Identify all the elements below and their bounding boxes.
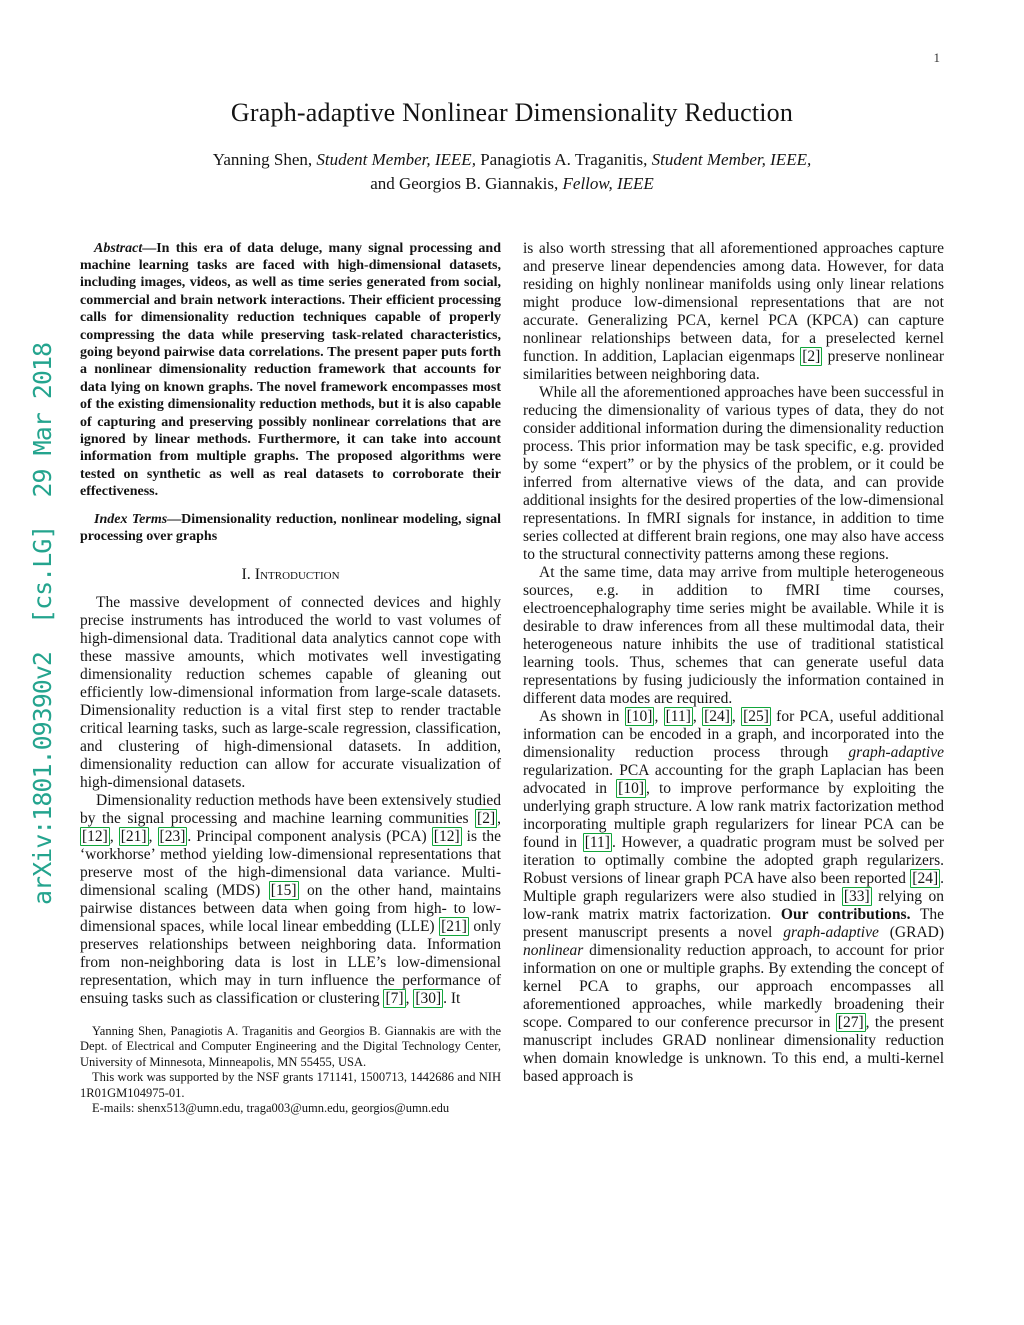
- text-segment: , to improve performance by exploiting the underlying graph structure. A low rank matrix factorization method incorporating multiple graph regularizers for linear PCA can be found in: [523, 779, 944, 851]
- citation-link[interactable]: [11]: [584, 833, 610, 851]
- citation-link[interactable]: [21]: [120, 827, 147, 845]
- citation-link[interactable]: [25]: [743, 707, 769, 725]
- text-segment: graph-adaptive: [848, 743, 944, 761]
- citation-link[interactable]: [2]: [477, 809, 496, 827]
- arxiv-stamp: arXiv:1801.09390v2 [cs.LG] 29 Mar 2018: [28, 342, 57, 905]
- text-segment: ,: [148, 827, 158, 845]
- citation-link[interactable]: [24]: [912, 869, 939, 887]
- text-segment: Panagiotis A. Traganitis,: [475, 150, 652, 169]
- citation-link[interactable]: [33]: [843, 887, 870, 905]
- text-segment: is the ‘workhorse’ method yielding low-dimensional representations that preserve most of the high-dimensional data variance. Multi-dimensional scaling (MDS): [80, 827, 502, 899]
- footnote-emails: E-mails: shenx513@umn.edu, traga003@umn.edu, georgios@umn.edu: [92, 1101, 450, 1115]
- right-paragraph-1: [523, 240, 944, 384]
- intro-paragraph-1: The massive development of connected devices and highly precise instruments has introduced the world to vast volumes of high-dimensional data. Traditional data analytics cannot cope with these massive amounts, which motivates well investigating dimensionality reduction schemes capable of gleaning out efficiently low-dimensional information from large-scale datasets. Dimensionality reduction is a vital first step to render tractable critical learning tasks, such as large-scale regression, classification, and clustering of high-dimensional datasets. In addition, dimensionality reduction can allow for accurate visualization of high-dimensional datasets.: [80, 593, 501, 791]
- text-segment: Student Member, IEEE,: [316, 150, 476, 169]
- text-segment: nonlinear: [523, 941, 584, 959]
- author-line-2: [0, 172, 1024, 196]
- text-segment: (GRAD): [878, 923, 944, 941]
- page-number: 1: [933, 50, 940, 65]
- text-segment: regularization. PCA accounting for the graph Laplacian has been advocated in: [523, 761, 944, 797]
- author-block: [0, 148, 1024, 196]
- two-column-body: [0, 240, 1024, 1117]
- text-segment: dimensionality reduction approach, to account for prior information on one or multiple graphs. By extending the concept of kernel PCA to graphs, our approach encompasses all aforementioned approaches, while markedly broadening their scope. Compared to our conference precursor in: [523, 941, 944, 1031]
- text-segment: ,: [405, 989, 414, 1007]
- index-terms-text: —Dimensionality reduction, nonlinear modeling, signal processing over graphs: [80, 511, 501, 545]
- text-segment: . It: [443, 989, 461, 1007]
- right-paragraph-3: At the same time, data may arrive from multiple heterogeneous sources, e.g. in addition to fMRI time courses, electroencephalography time series might be available. While it is desirable to draw inferences from all these multimodal data, their heterogeneous nature inhibits the use of traditional statistical learning tools. Thus, schemes that can generate useful data representations by fusing judiciously the information contained in different data modes are required.: [523, 563, 944, 707]
- text-segment: ,: [109, 827, 119, 845]
- intro-paragraph-2: [80, 792, 501, 1008]
- abstract-paragraph: [80, 240, 501, 501]
- paper-title: Graph-adaptive Nonlinear Dimensionality Reduction: [230, 98, 794, 127]
- text-segment: Dimensionality reduction methods have been extensively studied by the signal processing and machine learning communities: [80, 791, 501, 827]
- text-segment: relying on low-rank matrix matrix factorization.: [523, 887, 944, 923]
- citation-link[interactable]: [2]: [802, 347, 821, 365]
- text-segment: Our contributions.: [780, 905, 911, 923]
- citation-link[interactable]: [12]: [82, 827, 108, 845]
- citation-link[interactable]: [10]: [626, 707, 653, 725]
- text-segment: on the other hand, maintains pairwise distances between data when going from high- to low-dimensional spaces, while local linear embedding (LLE): [80, 881, 502, 935]
- citation-link[interactable]: [10]: [618, 779, 644, 797]
- citation-link[interactable]: [15]: [270, 881, 297, 899]
- left-column: [80, 240, 501, 1117]
- citation-link[interactable]: [27]: [837, 1013, 864, 1031]
- footnote-affiliation: Yanning Shen, Panagiotis A. Traganitis and Georgios B. Giannakis are with the Dept. of Electrical and Computer Engineering and the Digital Technology Center, University of Minnesota, Minneapolis, MN 55455, USA.: [80, 1023, 501, 1069]
- citation-link[interactable]: [30]: [415, 989, 442, 1007]
- text-segment: . Multiple graph regularizers were also studied in: [523, 869, 944, 905]
- text-segment: ,: [497, 809, 501, 827]
- text-segment: Yanning Shen,: [212, 150, 317, 169]
- text-segment: The present manuscript presents a novel: [523, 905, 944, 941]
- text-segment: for PCA, useful additional information can be encoded in a graph, and incorporated into the dimensionality reduction process through: [523, 707, 945, 761]
- text-segment: As shown in: [539, 707, 625, 725]
- text-segment: ,: [654, 707, 664, 725]
- text-segment: Fellow, IEEE: [562, 173, 654, 193]
- paper-header: [0, 0, 1024, 196]
- right-column: [523, 240, 944, 1117]
- right-paragraph-4: [523, 708, 944, 1086]
- index-terms-paragraph: [80, 511, 501, 546]
- text-segment: , the present manuscript includes GRAD nonlinear dimensionality reduction when domain knowledge is unknown. To this end, a multi-kernel based approach is: [523, 1013, 944, 1085]
- abstract-text: —In this era of data deluge, many signal processing and machine learning tasks are faced with high-dimensional datasets, including images, videos, as well as time series generated from social, commercial and brain network interactions. Their efficient processing calls for dimensionality reduction techniques capable of properly compressing the data while preserving task-related characteristics, going beyond pairwise data correlations. The present paper puts forth a nonlinear dimensionality reduction framework that accounts for data lying on known graphs. The novel framework encompasses most of the existing dimensionality reduction methods, but it is also capable of capturing and preserving possibly nonlinear correlations that are ignored by linear methods. Furthermore, it can take into account information from multiple graphs. The proposed algorithms were tested on synthetic as well as real datasets to corroborate their effectiveness.: [80, 240, 501, 500]
- text-segment: . However, a quadratic program must be solved per iteration to optimally combine the adopted graph regularizers. Robust versions of linear graph PCA have also been reported: [523, 833, 944, 887]
- author-line-1: [0, 148, 1024, 172]
- abstract-lead: Abstract: [94, 240, 143, 256]
- text-segment: is also worth stressing that all aforementioned approaches capture and preserve linear dependencies among data. However, for data residing on highly nonlinear manifolds using only linear relations might produce low-dimensional representations that are not accurate. Generalizing PCA, kernel PCA (KPCA) can capture nonlinear relationships between data, for a preselected kernel function. In addition, Laplacian eigenmaps: [523, 239, 944, 365]
- text-segment: and Georgios B. Giannakis,: [370, 173, 563, 193]
- citation-link[interactable]: [7]: [385, 989, 404, 1007]
- citation-link[interactable]: [23]: [159, 827, 186, 845]
- citation-link[interactable]: [24]: [704, 707, 730, 725]
- text-segment: ,: [692, 707, 703, 725]
- text-segment: Student Member, IEEE,: [651, 150, 812, 169]
- citation-link[interactable]: [21]: [441, 917, 467, 935]
- right-paragraph-2: While all the aforementioned approaches have been successful in reducing the dimensionality of various types of data, they do not consider additional information during the dimensionality reduction process. This prior information may be task specific, e.g. provided by some “expert” or by the physics of the problem, or it could be inferred from alternative views of the data, and can provide additional insights for the desired properties of the low-dimensional representations. In fMRI signals for instance, in addition to time series collected at different brain regions, one may also have access to the structural connectivity patterns among these regions.: [523, 383, 944, 563]
- text-segment: only preserves relationships between neighboring data. Information from non-neighboring data is lost in LLE’s low-dimensional representation, which may in turn influence the performance of ensuing tasks such as classification or clustering: [80, 917, 501, 1007]
- text-segment: . Principal component analysis (PCA): [187, 827, 432, 845]
- footnote-funding: This work was supported by the NSF grants 171141, 1500713, 1442686 and NIH 1R01GM104975-01.: [80, 1070, 501, 1100]
- section-heading-introduction: I. Introduction: [241, 565, 340, 583]
- index-terms-lead: Index Terms: [94, 511, 168, 527]
- citation-link[interactable]: [11]: [665, 707, 691, 725]
- text-segment: ,: [731, 707, 742, 725]
- text-segment: preserve nonlinear similarities between neighboring data.: [523, 347, 945, 383]
- citation-link[interactable]: [12]: [433, 827, 460, 845]
- text-segment: graph-adaptive: [783, 923, 879, 941]
- author-footnote: [80, 1024, 501, 1117]
